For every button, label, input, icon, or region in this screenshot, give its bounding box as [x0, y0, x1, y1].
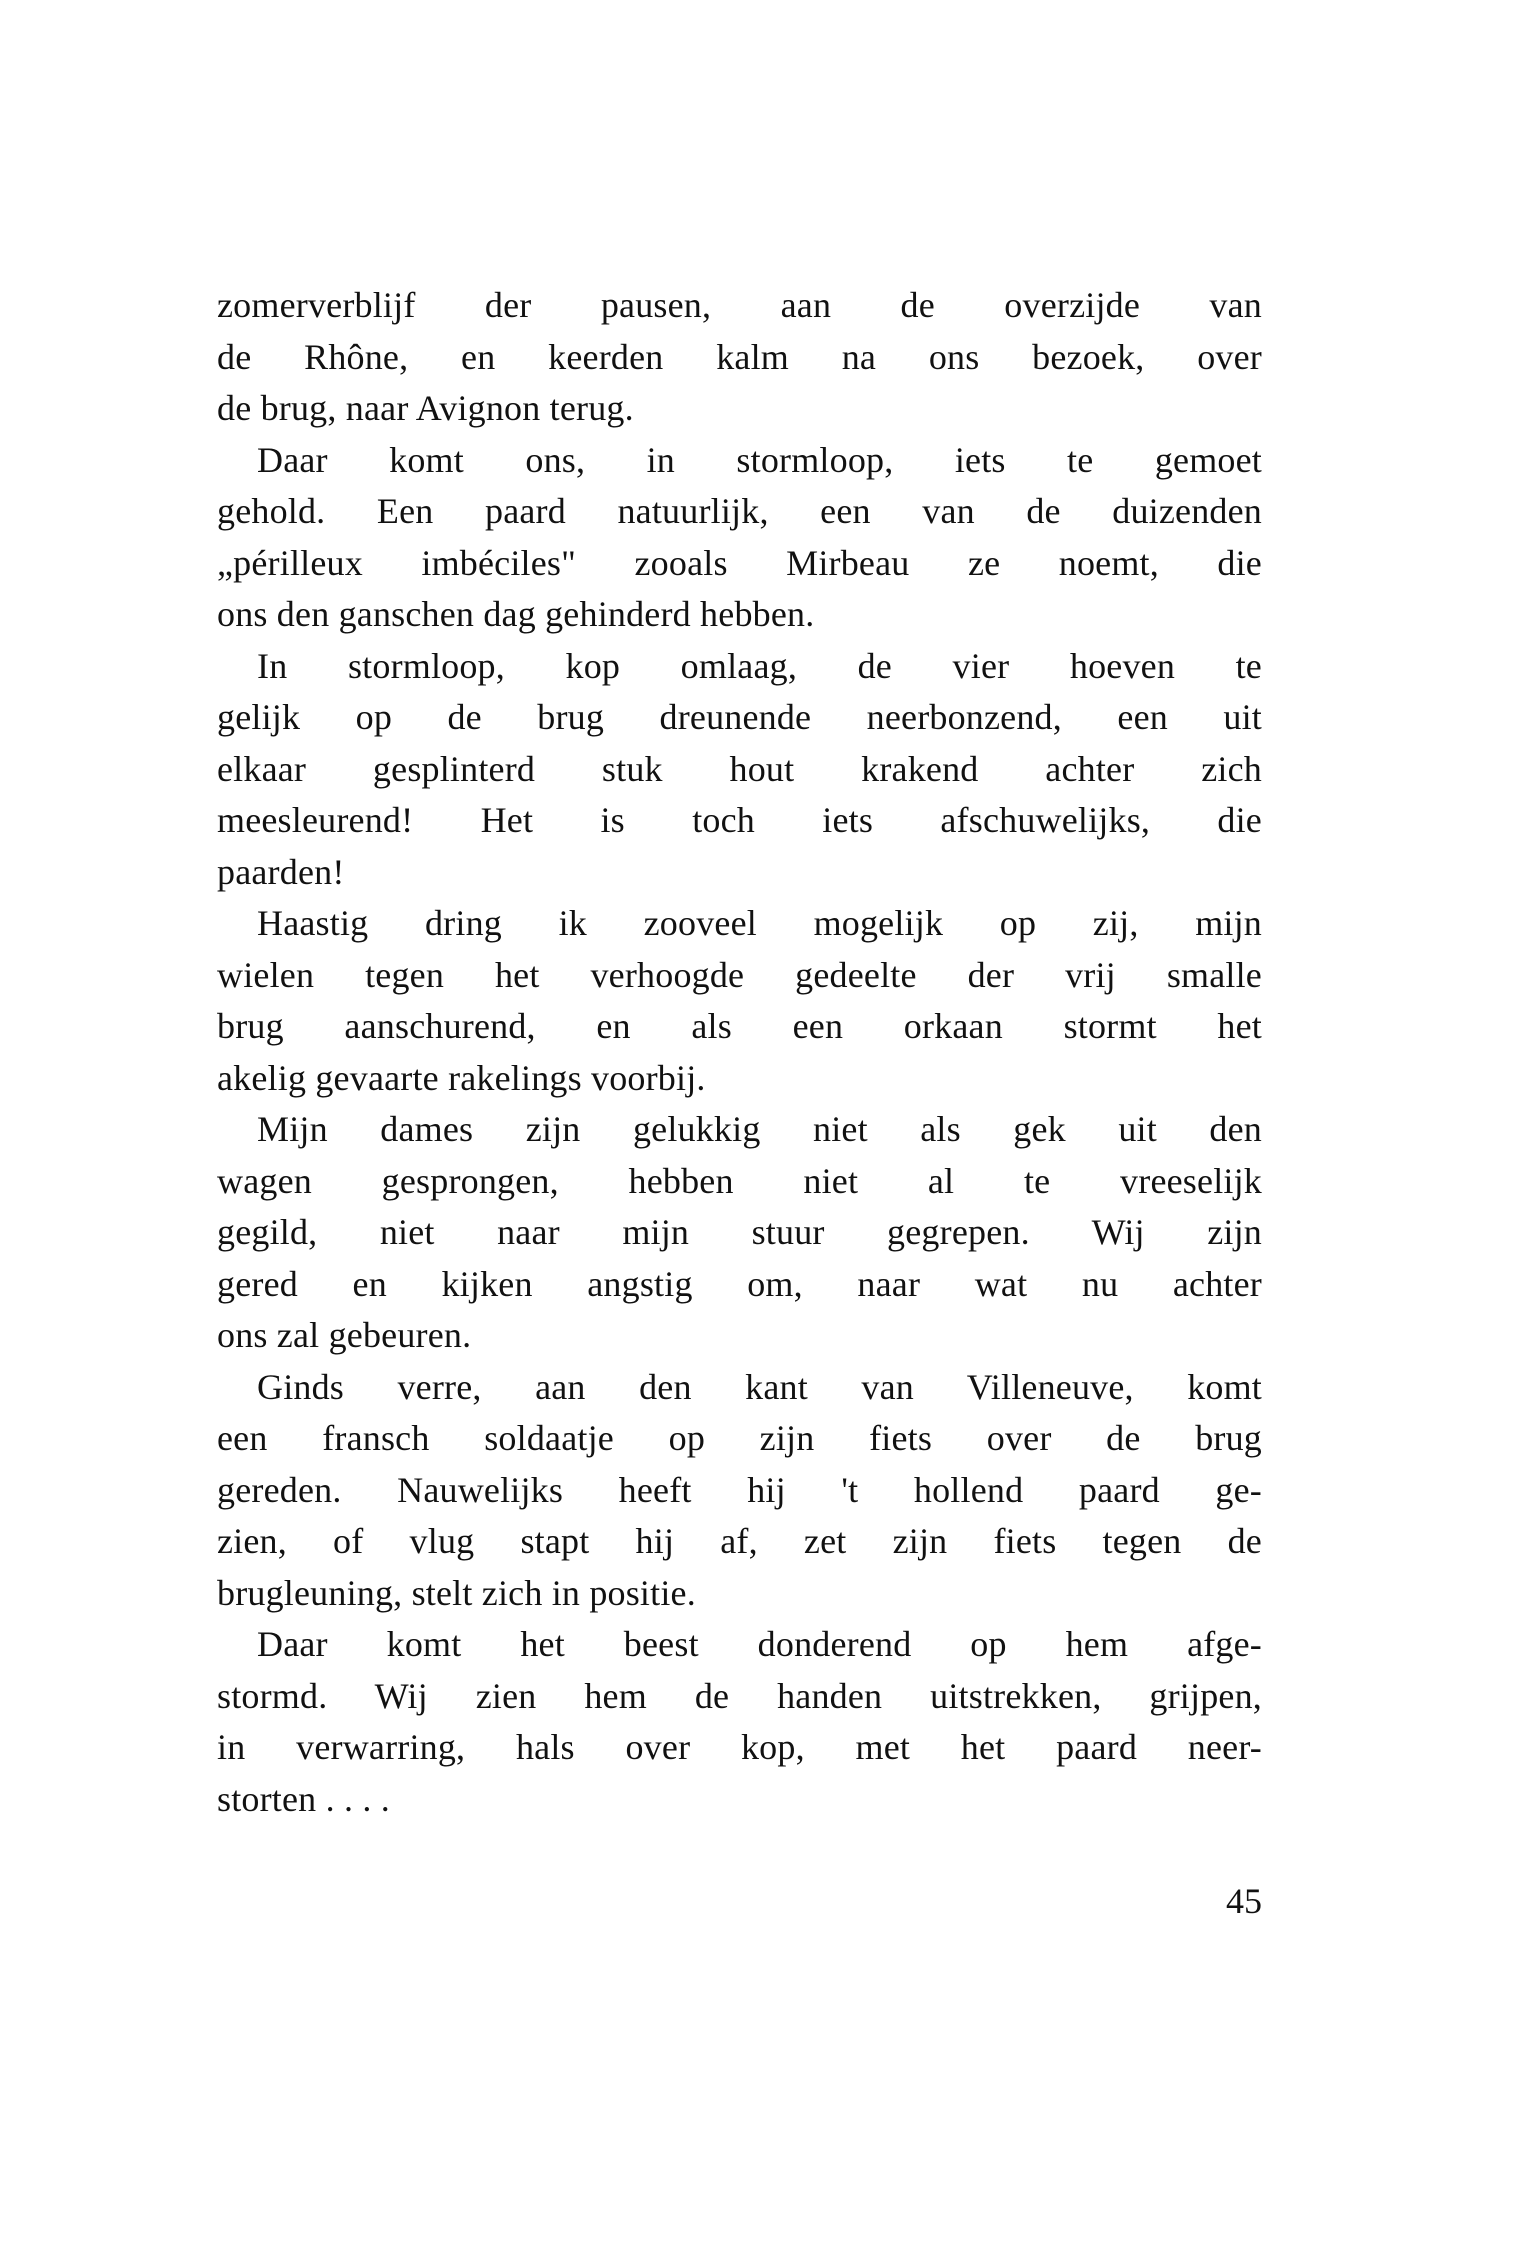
text-line: wagen gesprongen, hebben niet al te vreeselijk [217, 1160, 1262, 1201]
text-line: gegild, niet naar mijn stuur gegrepen. Wij zijn [217, 1212, 1262, 1252]
text-line: gereden. Nauwelijks heeft hij 't hollend paard ge- [217, 1469, 1262, 1510]
text-line: gered en kijken angstig om, naar wat nu achter [217, 1263, 1262, 1304]
text-line: storten . . . . [217, 1778, 390, 1819]
text-line: gehold. Een paard natuurlijk, een van de duizenden [217, 491, 1262, 531]
text-line: zomerverblijf der pausen, aan de overzijde van [217, 285, 1262, 325]
text-line: meesleurend! Het is toch iets afschuwelijks, die [217, 800, 1262, 840]
paragraph [217, 1362, 1262, 1620]
text-line: de brug, naar Avignon terug. [217, 388, 634, 428]
paragraph [217, 641, 1262, 899]
text-line: Mijn dames zijn gelukkig niet als gek uit den [257, 1109, 1262, 1149]
text-line: ons den ganschen dag gehinderd hebben. [217, 594, 815, 634]
paragraph [217, 1619, 1262, 1825]
text-line: ons zal gebeuren. [217, 1315, 472, 1355]
text-line: In stormloop, kop omlaag, de vier hoeven te [257, 645, 1262, 686]
page-number: 45 [1226, 1881, 1262, 1921]
text-line: stormd. Wij zien hem de handen uitstrekken, grijpen, [217, 1675, 1262, 1716]
text-line: Ginds verre, aan den kant van Villeneuve, komt [257, 1366, 1262, 1407]
paragraph [217, 280, 1262, 435]
body-text [217, 280, 1262, 1825]
text-line: akelig gevaarte rakelings voorbij. [217, 1057, 706, 1098]
text-line: brugleuning, stelt zich in positie. [217, 1572, 696, 1613]
text-line: gelijk op de brug dreunende neerbonzend, een uit [217, 697, 1262, 737]
paragraph [217, 898, 1262, 1104]
text-line: Daar komt het beest donderend op hem afge- [257, 1624, 1262, 1664]
text-line: zien, of vlug stapt hij af, zet zijn fiets tegen de [217, 1521, 1262, 1561]
text-line: elkaar gesplinterd stuk hout krakend achter zich [217, 748, 1262, 789]
text-line: Daar komt ons, in stormloop, iets te gemoet [257, 439, 1262, 480]
paragraph [217, 435, 1262, 641]
paragraph [217, 1104, 1262, 1362]
text-line: Haastig dring ik zooveel mogelijk op zij, mijn [257, 903, 1262, 943]
text-line: brug aanschurend, en als een orkaan stormt het [217, 1006, 1262, 1046]
text-line: een fransch soldaatje op zijn fiets over de brug [217, 1418, 1262, 1458]
text-line: paarden! [217, 851, 345, 892]
text-line: in verwarring, hals over kop, met het paard neer- [217, 1727, 1262, 1767]
text-line: de Rhône, en keerden kalm na ons bezoek, over [217, 336, 1262, 377]
text-line: „périlleux imbéciles" zooals Mirbeau ze noemt, die [217, 542, 1262, 583]
text-line: wielen tegen het verhoogde gedeelte der vrij smalle [217, 954, 1262, 995]
